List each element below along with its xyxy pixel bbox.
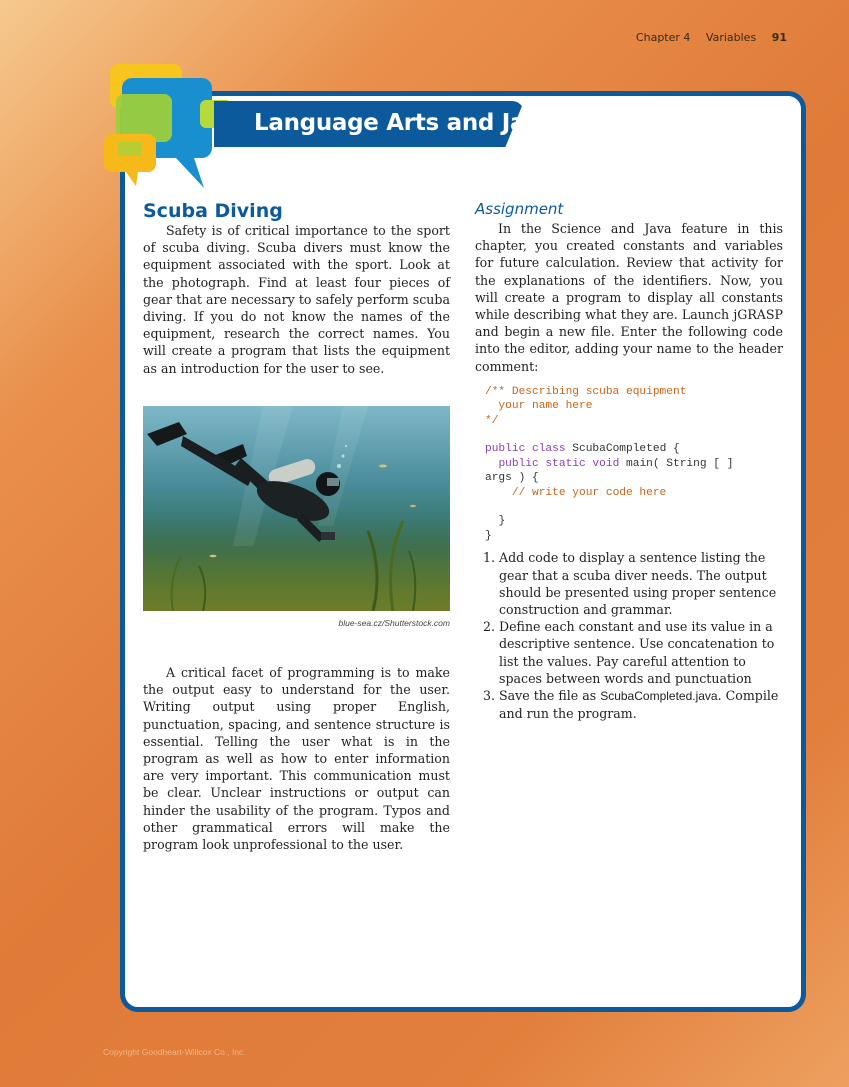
step-text: . Compile and run the program. <box>499 687 779 722</box>
copyright-notice: Copyright Goodheart-Willcox Co., Inc. <box>103 1047 246 1057</box>
scuba-diver-photo <box>143 406 450 611</box>
code-line: // write your code here <box>511 486 667 499</box>
chapter-title: Variables <box>705 31 757 44</box>
assignment-steps <box>475 549 783 722</box>
section-heading: Scuba Diving <box>143 200 283 222</box>
code-line: main( String [ ] <box>619 457 734 470</box>
assignment-heading: Assignment <box>475 200 564 218</box>
second-paragraph-block <box>143 664 450 853</box>
code-line: } <box>498 515 506 528</box>
step-item: 1. Add code to display a sentence listing the gear that a scuba diver needs. The output should be presented using proper sentence construction and grammar. <box>499 549 783 618</box>
step-item <box>499 687 783 722</box>
file-name: ScubaCompleted.java <box>600 688 718 703</box>
code-line: */ <box>485 414 499 427</box>
step-text: Save the file as <box>499 687 601 703</box>
assignment-intro: In the Science and Java feature in this chapter, you created constants and variables for future calculation. Review that activity for the explanations of the identifiers. Now, you will create a program to display all constants while describing what they are. Launch jGRASP and begin a new file. Enter the following code into the editor, adding your name to the header comment: <box>475 221 783 374</box>
code-line: your name here <box>485 400 593 413</box>
photo-credit: blue-sea.cz/Shutterstock.com <box>338 618 450 628</box>
second-paragraph: A critical facet of programming is to make the output easy to understand for the user. Writing output using proper English, punctuation, spacing, and sentence structure is essential. Telling the user what is in the program as well as how to enter information are very important. This communication must be clear. Unclear instructions or output can hinder the usability of the program. Typos and other grammatical errors will make the program look unprofessional to the user. <box>143 665 450 853</box>
code-sample <box>485 385 783 543</box>
code-line: args ) { <box>485 472 539 485</box>
step-item: 2. Define each constant and use its value in a descriptive sentence. Use concatenation to list the values. Pay careful attention to spaces between words and punctuation <box>499 618 783 687</box>
running-header <box>636 31 787 44</box>
right-column <box>475 200 783 722</box>
code-line: /** Describing scuba equipment <box>485 385 687 398</box>
code-line: ScubaCompleted { <box>565 443 680 456</box>
left-column <box>143 200 450 377</box>
code-keyword: public static void <box>498 457 620 470</box>
chapter-label: Chapter 4 <box>635 31 691 44</box>
page-number: 91 <box>771 31 787 44</box>
feature-title: Language Arts and Java <box>254 110 556 136</box>
code-line: } <box>485 529 492 542</box>
code-keyword: public class <box>485 443 566 456</box>
intro-paragraph: Safety is of critical importance to the sport of scuba diving. Scuba divers must know the equipment associated with the sport. Look at the photograph. Find at least four pieces of gear that are necessary to safely perform scuba diving. If you do not know the names of the equipment, research the correct names. You will create a program that lists the equipment as an introduction for the user to see. <box>143 223 450 376</box>
